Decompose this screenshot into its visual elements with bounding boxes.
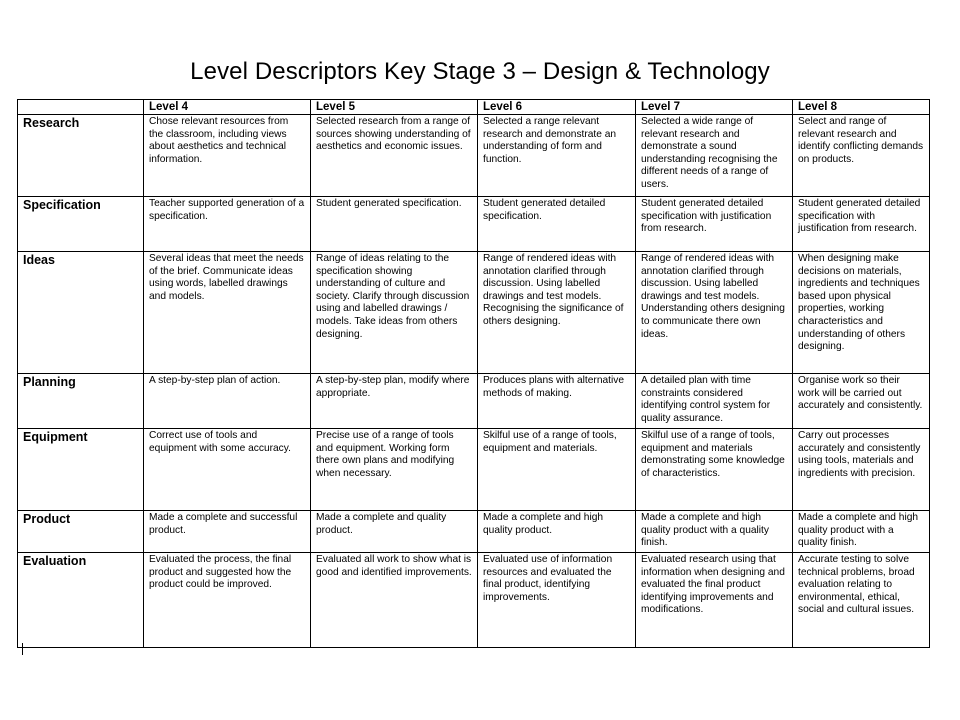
descriptor-cell: Selected research from a range of sources showing understanding of aesthetics and economic issues. — [311, 115, 478, 197]
descriptor-cell: Made a complete and high quality product with a quality finish. — [636, 511, 793, 553]
descriptor-cell: Made a complete and high quality product. — [478, 511, 636, 553]
criterion-label: Evaluation — [18, 553, 144, 648]
descriptor-cell: Select and range of relevant research and identify conflicting demands on products. — [793, 115, 930, 197]
level-descriptors-table — [17, 99, 930, 648]
criterion-label: Specification — [18, 197, 144, 252]
descriptor-cell: Evaluated use of information resources and evaluated the final product, identifying improvements. — [478, 553, 636, 648]
header-row — [18, 100, 930, 115]
descriptor-cell: Evaluated research using that information when designing and evaluated the final product identifying improvements and modifications. — [636, 553, 793, 648]
descriptor-cell: Student generated detailed specification with justification from research. — [793, 197, 930, 252]
text-cursor-mark — [22, 643, 23, 655]
descriptor-cell: Made a complete and successful product. — [144, 511, 311, 553]
table-row — [18, 252, 930, 374]
level-header: Level 5 — [311, 100, 478, 115]
table-row — [18, 115, 930, 197]
descriptor-cell: Chose relevant resources from the classroom, including views about aesthetics and technical information. — [144, 115, 311, 197]
descriptor-cell: A step-by-step plan, modify where appropriate. — [311, 374, 478, 429]
level-header: Level 8 — [793, 100, 930, 115]
criterion-label: Research — [18, 115, 144, 197]
descriptor-cell: Accurate testing to solve technical problems, broad evaluation relating to environmental, ethical, social and cultural issues. — [793, 553, 930, 648]
descriptor-cell: Teacher supported generation of a specification. — [144, 197, 311, 252]
table-row — [18, 197, 930, 252]
descriptor-cell: Selected a wide range of relevant research and demonstrate a sound understanding recognising the different needs of a range of users. — [636, 115, 793, 197]
descriptor-cell: Organise work so their work will be carried out accurately and consistently. — [793, 374, 930, 429]
page-title: Level Descriptors Key Stage 3 – Design & Technology — [190, 58, 770, 85]
table-row — [18, 511, 930, 553]
descriptor-cell: Precise use of a range of tools and equipment. Working form there own plans and modifying when necessary. — [311, 429, 478, 511]
table-row — [18, 553, 930, 648]
descriptor-cell: Range of rendered ideas with annotation clarified through discussion. Using labelled drawings and test models. Understanding others designing to communicate there own ideas. — [636, 252, 793, 374]
table-row — [18, 374, 930, 429]
descriptor-cell: Carry out processes accurately and consistently using tools, materials and ingredients with precision. — [793, 429, 930, 511]
descriptor-cell: When designing make decisions on materials, ingredients and techniques based upon physical properties, working characteristics and understanding of others designing. — [793, 252, 930, 374]
level-header: Level 7 — [636, 100, 793, 115]
descriptor-cell: Correct use of tools and equipment with some accuracy. — [144, 429, 311, 511]
descriptor-cell: Made a complete and high quality product with a quality finish. — [793, 511, 930, 553]
descriptor-cell: A step-by-step plan of action. — [144, 374, 311, 429]
level-header: Level 4 — [144, 100, 311, 115]
descriptor-cell: Selected a range relevant research and demonstrate an understanding of form and function. — [478, 115, 636, 197]
descriptor-cell: Student generated specification. — [311, 197, 478, 252]
descriptor-cell: Skilful use of a range of tools, equipment and materials demonstrating some knowledge of characteristics. — [636, 429, 793, 511]
table-row — [18, 429, 930, 511]
descriptor-cell: Evaluated all work to show what is good and identified improvements. — [311, 553, 478, 648]
level-header: Level 6 — [478, 100, 636, 115]
descriptor-cell: Student generated detailed specification with justification from research. — [636, 197, 793, 252]
descriptor-cell: A detailed plan with time constraints considered identifying control system for quality assurance. — [636, 374, 793, 429]
criterion-label: Planning — [18, 374, 144, 429]
criterion-label: Ideas — [18, 252, 144, 374]
criterion-label: Equipment — [18, 429, 144, 511]
descriptor-cell: Student generated detailed specification. — [478, 197, 636, 252]
descriptor-cell: Range of rendered ideas with annotation clarified through discussion. Using labelled drawings and test models. Recognising the significance of others designing. — [478, 252, 636, 374]
descriptor-cell: Several ideas that meet the needs of the brief. Communicate ideas using words, labelled drawings and models. — [144, 252, 311, 374]
descriptor-cell: Evaluated the process, the final product and suggested how the product could be improved. — [144, 553, 311, 648]
criterion-label: Product — [18, 511, 144, 553]
corner-cell — [18, 100, 144, 115]
descriptor-cell: Skilful use of a range of tools, equipment and materials. — [478, 429, 636, 511]
descriptor-cell: Range of ideas relating to the specification showing understanding of culture and society. Clarify through discussion using and labelled drawings / models. Take ideas from others designing. — [311, 252, 478, 374]
descriptor-cell: Produces plans with alternative methods of making. — [478, 374, 636, 429]
descriptor-cell: Made a complete and quality product. — [311, 511, 478, 553]
